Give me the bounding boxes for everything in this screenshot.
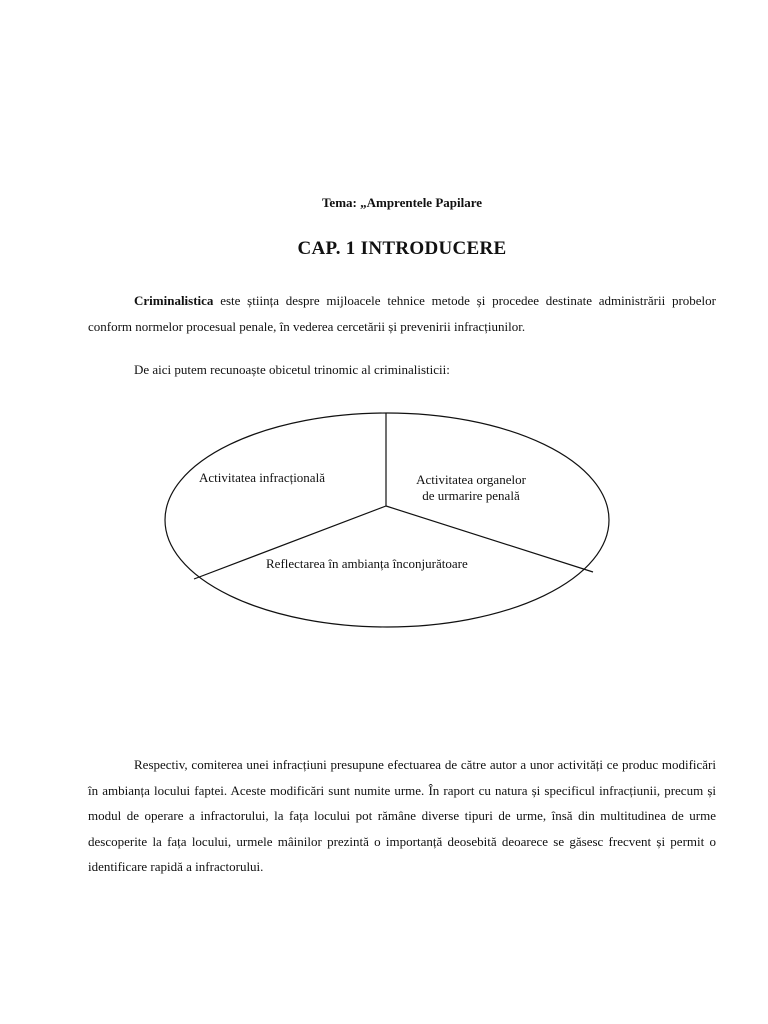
trinomial-diagram [163,410,613,630]
segment-label-right [401,472,541,504]
segment-label-bottom: Reflectarea în ambianța înconjurătoare [266,556,468,571]
intro-paragraph [88,288,716,339]
intro-paragraph-text: este știința despre mijloacele tehnice metode și procedee destinate administrării probelor conform normelor procesual penale, în vederea cercetării și prevenirii infracțiunilor. [88,293,716,334]
criminalistica-term: Criminalistica [134,293,214,308]
segment-label-left: Activitatea infracțională [199,470,325,485]
segment-label-right-line2: de urmarire penală [422,488,520,503]
traces-paragraph: Respectiv, comiterea unei infracțiuni presupune efectuarea de către autor a unor activități ce produc modificări în ambianța locului faptei. Aceste modificări sunt numite urme. În raport cu natura și specificul infracțiunii, precum și modul de operare a infractorului, la fața locului pot rămâne diverse tipuri de urme, însă din multitudinea de urme descoperite la fața locului, urmele mâinilor prezintă o importanță deosebită deoarece se găsesc frecvent și permit o identificare rapidă a infractorului. [88,757,716,874]
chapter-title: CAP. 1 INTRODUCERE [297,238,507,259]
diagram-shapes [163,410,613,630]
page-topic: Tema: „Amprentele Papilare [321,195,483,210]
trinomial-intro-paragraph: De aici putem recunoaște obicetul trinomic al criminalisticii: [134,362,450,377]
segment-label-right-line1: Activitatea organelor [416,472,526,487]
diagram-ellipse [165,413,609,627]
